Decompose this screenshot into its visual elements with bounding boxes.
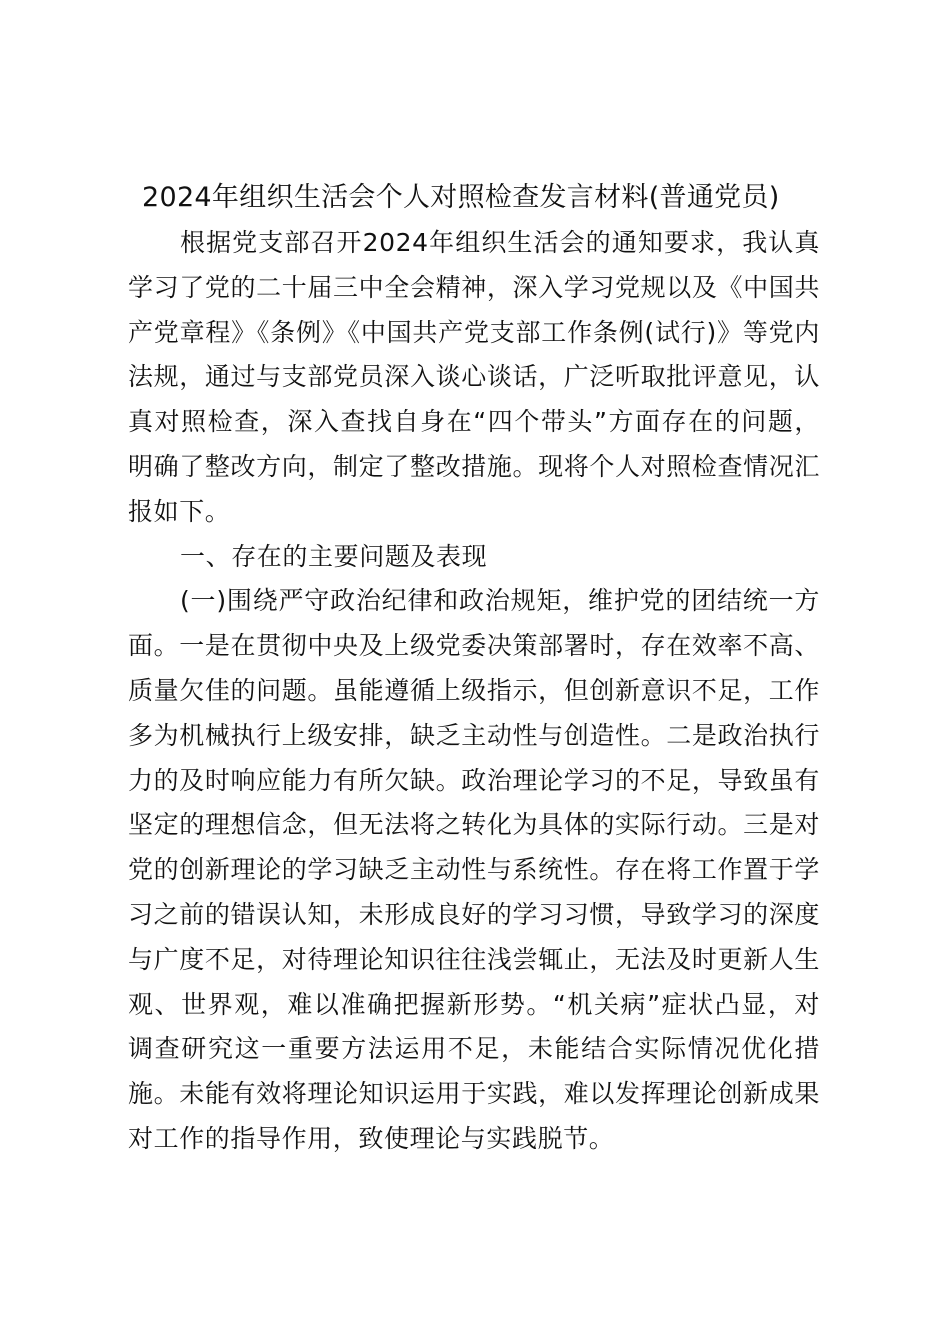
intro-paragraph: 根据党支部召开2024年组织生活会的通知要求，我认真学习了党的二十届三中全会精神，深入学习党规以及《中国共产党章程》《条例》《中国共产党支部工作条例(试行)》等党内法规，通过与支部党员深入谈心谈话，广泛听取批评意见，认真对照检查，深入查找自身在“四个带头”方面存在的问题，明确了整改方向，制定了整改措施。现将个人对照检查情况汇报如下。: [128, 228, 820, 526]
section-heading: 一、存在的主要问题及表现: [180, 541, 488, 571]
document-title: 2024年组织生活会个人对照检查发言材料(普通党员): [142, 182, 780, 213]
subsection-paragraph: (一)围绕严守政治纪律和政治规矩，维护党的团结统一方面。一是在贯彻中央及上级党委决策部署时，存在效率不高、质量欠佳的问题。虽能遵循上级指示，但创新意识不足，工作多为机械执行上级安排，缺乏主动性与创造性。二是政治执行力的及时响应能力有所欠缺。政治理论学习的不足，导致虽有坚定的理想信念，但无法将之转化为具体的实际行动。三是对党的创新理论的学习缺乏主动性与系统性。存在将工作置于学习之前的错误认知，未形成良好的学习习惯，导致学习的深度与广度不足，对待理论知识往往浅尝辄止，无法及时更新人生观、世界观，难以准确把握新形势。“机关病”症状凸显，对调查研究这一重要方法运用不足，未能结合实际情况优化措施。未能有效将理论知识运用于实践，难以发挥理论创新成果对工作的指导作用，致使理论与实践脱节。: [128, 586, 820, 1153]
document-body: [128, 221, 820, 1162]
